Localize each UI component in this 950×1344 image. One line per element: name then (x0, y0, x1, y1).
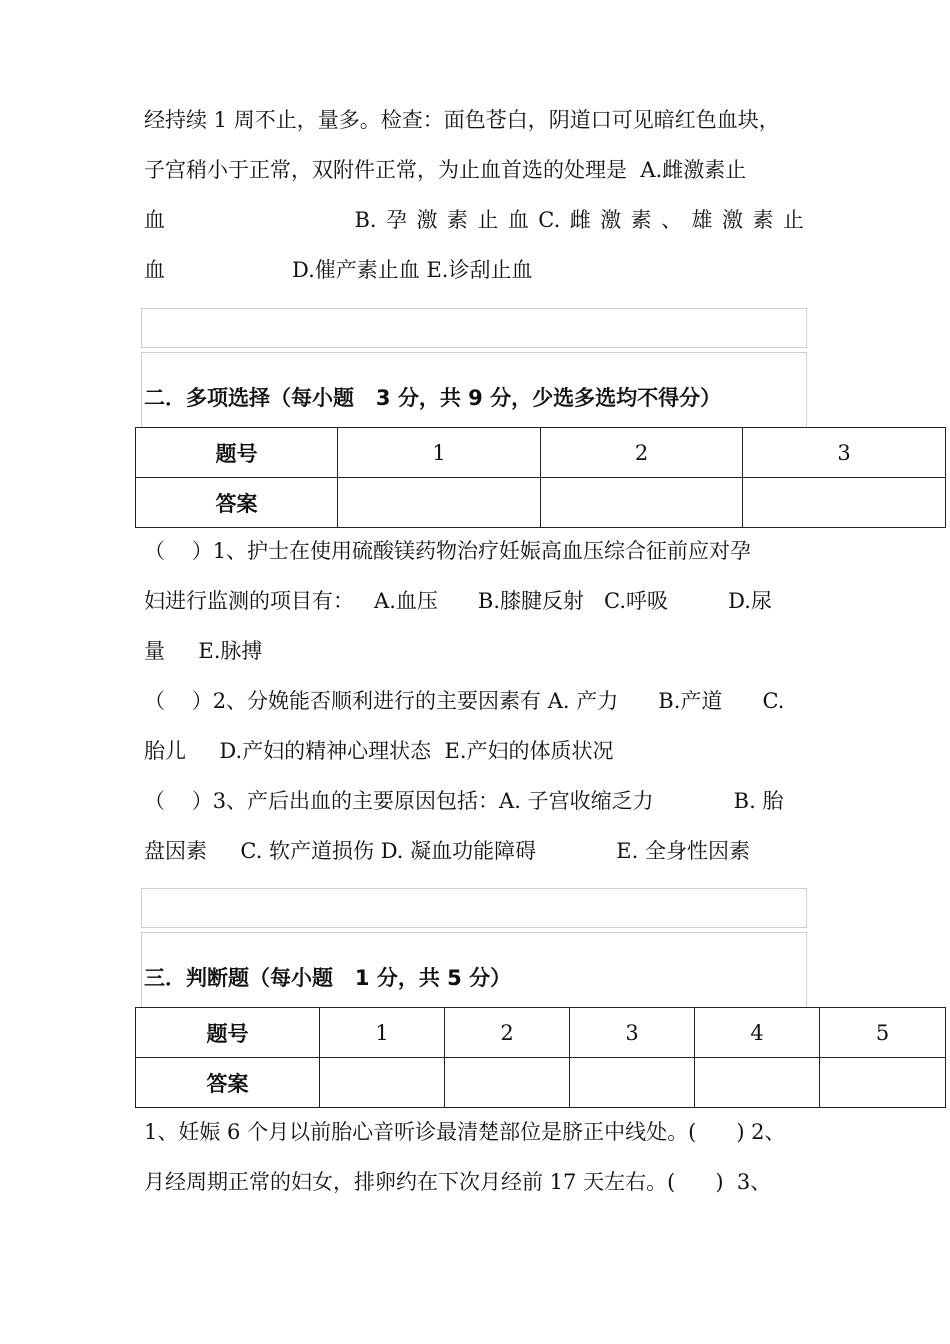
table-header-cell: 题号 (136, 1008, 320, 1058)
section-two-heading: 二．多项选择（每小题 3 分，共 9 分，少选多选均不得分） (144, 386, 722, 410)
table-row (136, 1008, 946, 1058)
question-number-cell: 2 (445, 1008, 570, 1058)
question-number-cell: 3 (743, 428, 946, 478)
table-row (136, 1058, 946, 1108)
question-text-line: 胎儿 D.产妇的精神心理状态 E.产妇的体质状况 (144, 739, 614, 763)
blank-box (141, 888, 807, 928)
question-text-line: 经持续 1 周不止，量多。检查：面色苍白，阴道口可见暗红色血块， (144, 108, 780, 132)
answer-cell[interactable] (820, 1058, 946, 1108)
question-text-line: 量 E.脉搏 (144, 639, 263, 663)
question-number-cell: 2 (541, 428, 743, 478)
table-header-cell: 答案 (136, 1058, 320, 1108)
answer-cell[interactable] (743, 478, 946, 528)
question-number-cell: 3 (570, 1008, 695, 1058)
question-number-cell: 4 (695, 1008, 820, 1058)
table-row (136, 428, 946, 478)
question-text-line: 妇进行监测的项目有： A.血压 B.膝腱反射 C.呼吸 D.尿 (144, 589, 772, 613)
table-header-cell: 答案 (136, 478, 338, 528)
question-text-line: 1、妊娠 6 个月以前胎心音听诊最清楚部位是脐正中线处。( ) 2、 (144, 1120, 786, 1144)
question-text-line: （ ）3、产后出血的主要原因包括：A. 子宫收缩乏力 B. 胎 (144, 789, 784, 813)
answer-cell[interactable] (695, 1058, 820, 1108)
answer-cell[interactable] (541, 478, 743, 528)
question-number-cell: 1 (338, 428, 541, 478)
question-text-line: 子宫稍小于正常，双附件正常，为止血首选的处理是 A.雌激素止 (144, 158, 747, 182)
question-text-line: 盘因素 C. 软产道损伤 D. 凝血功能障碍 E. 全身性因素 (144, 839, 750, 863)
answer-cell[interactable] (320, 1058, 445, 1108)
question-text-line: （ ）2、分娩能否顺利进行的主要因素有 A. 产力 B.产道 C. (144, 689, 785, 713)
question-text-line: （ ）1、护士在使用硫酸镁药物治疗妊娠高血压综合征前应对孕 (144, 539, 752, 563)
answer-cell[interactable] (338, 478, 541, 528)
blank-box (141, 308, 807, 348)
question-text-line: 血 D.催产素止血 E.诊刮止血 (144, 258, 533, 282)
true-false-answer-table (135, 1007, 946, 1108)
table-row (136, 478, 946, 528)
answer-cell[interactable] (445, 1058, 570, 1108)
table-header-cell: 题号 (136, 428, 338, 478)
question-number-cell: 5 (820, 1008, 946, 1058)
question-text-line-justified: 血 B. 孕 激 素 止 血 C. 雌 激 素 、 雄 激 素 止 (144, 208, 804, 232)
answer-cell[interactable] (570, 1058, 695, 1108)
multiple-choice-answer-table (135, 427, 946, 528)
question-number-cell: 1 (320, 1008, 445, 1058)
section-three-heading: 三．判断题（每小题 1 分，共 5 分） (144, 966, 512, 990)
question-text-line: 月经周期正常的妇女，排卵约在下次月经前 17 天左右。( ) 3、 (144, 1170, 772, 1194)
